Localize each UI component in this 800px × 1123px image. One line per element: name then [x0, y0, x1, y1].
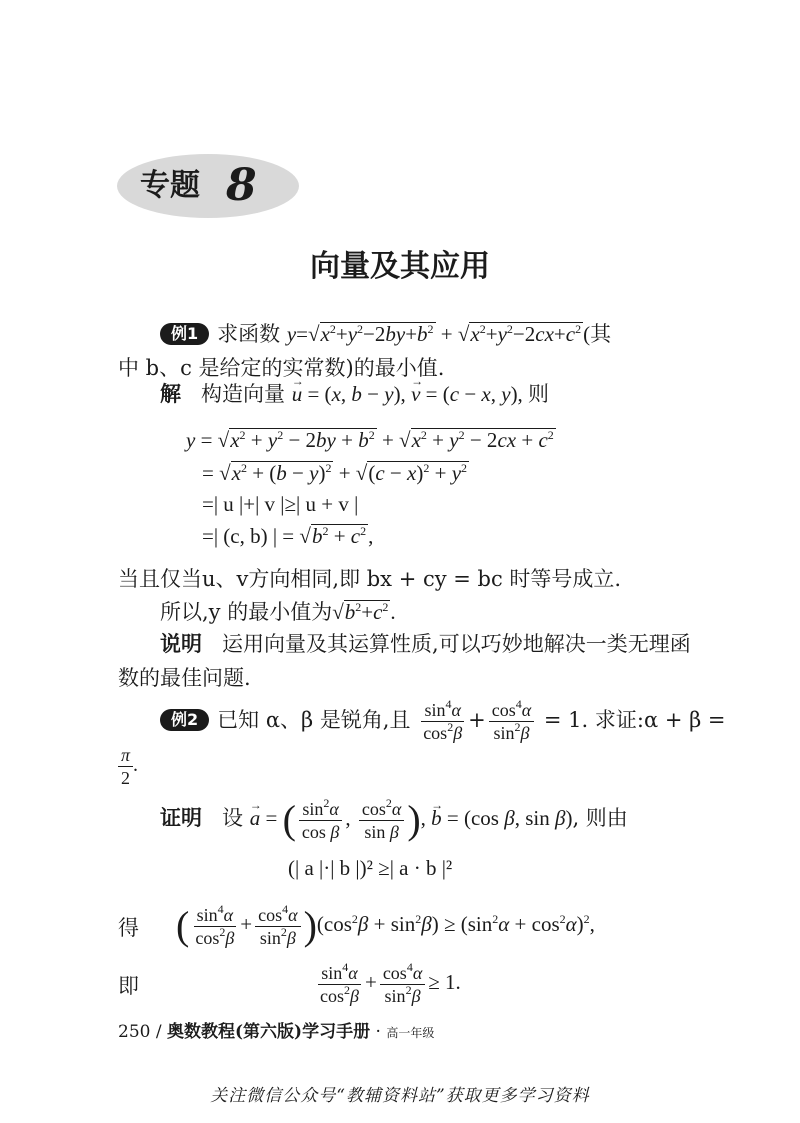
- example1-conclusion1: 当且仅当u、v方向相同,即 bx + cy = bc 时等号成立.: [118, 567, 622, 591]
- example1-note-line2: 数的最佳问题.: [118, 666, 251, 690]
- page-number: 250: [118, 1022, 151, 1042]
- solution-label: 解: [160, 382, 181, 406]
- example1-solution-intro: [160, 378, 549, 410]
- example2-badge: 例2: [160, 709, 209, 731]
- example1-badge: 例1: [160, 323, 209, 345]
- example1-question-line2: 中 b、c 是给定的实常数)的最小值.: [118, 356, 445, 380]
- example1-question-line1: [160, 318, 611, 350]
- proof-label: 证明: [160, 806, 202, 830]
- derivation-step1: $y = √x^2 + y^2 - 2by + b^2 + √x^2 + y^2 - 2cx + c^2$: [186, 428, 554, 452]
- inequality-3: $\frac{\sin^4\alpha}{\cos^2\beta}$ + $\frac{\cos^4\alpha}{\sin^2\beta}$ ≥ 1.: [320, 959, 461, 1006]
- de-label: 得: [118, 916, 139, 940]
- pi-over-2: $\frac{\pi}{2}$ .: [118, 744, 138, 789]
- book-title: 奥数教程(第六版)学习手册: [167, 1022, 371, 1042]
- page-title: 向量及其应用: [310, 249, 490, 284]
- solution-text: 构造向量: [201, 382, 286, 406]
- ji-label: 即: [118, 974, 139, 998]
- watermark-text: 关注微信公众号“教辅资料站”获取更多学习资料: [210, 1086, 590, 1106]
- example1-note-line1: 说明 运用向量及其运算性质,可以巧妙地解决一类无理函: [160, 632, 691, 656]
- derivation-step3: =| u |+| v |≥| u + v |: [202, 492, 359, 516]
- example1-q-intro: 求函数: [217, 322, 281, 346]
- footer: 250 / 奥数教程(第六版)学习手册 · 高一年级: [118, 1022, 435, 1042]
- grade: 高一年级: [386, 1026, 435, 1040]
- vector-definitions: → u = (x, b − y), → v = (c − x, y), 则: [292, 382, 549, 406]
- inequality-2: ( $\frac{\sin^4\alpha}{\cos^2\beta}$ + $\frac{\cos^4\alpha}{\sin^2\beta}$ )$(\cos^2\beta + \sin^2\beta) \ge (\sin^2\alpha + \cos^2\alpha)^2$,: [176, 901, 595, 949]
- example2-question: 例2 已知 α、β 是锐角,且 $\frac{\sin^4\alpha}{\cos^2\beta}$ + $\frac{\cos^4\alpha}{\sin^2\beta}$ = 1. 求证:α + β =: [160, 696, 726, 744]
- chapter-number: 8: [226, 160, 257, 211]
- derivation-step2: = $√x^2 + (b - y)^2 + √(c - x)^2 + y^2$: [202, 461, 468, 485]
- derivation-step4: =| (c, b) | = $√b^2 + c^2$,: [202, 524, 374, 548]
- chapter-label: 专题: [140, 168, 200, 203]
- example1-conclusion2: 所以,y 的最小值为$√b^2+c^2$.: [160, 600, 396, 624]
- example2-proof-intro: 证明 设 → a = ( $\frac{\sin^2\alpha}{\text{cos β}}$ , $\frac{\cos^2\alpha}{\text{sin β}}$ ), → b = (cos β, sin β), 则由: [160, 794, 628, 843]
- note-label: 说明: [160, 632, 202, 656]
- inequality-1: (| a |·| b |)² ≥| a · b |²: [288, 856, 453, 880]
- example1-function-formula: $y=√x^2+y^2-2by+b^2 + √x^2+y^2-2cx+c^2$(其: [286, 322, 612, 346]
